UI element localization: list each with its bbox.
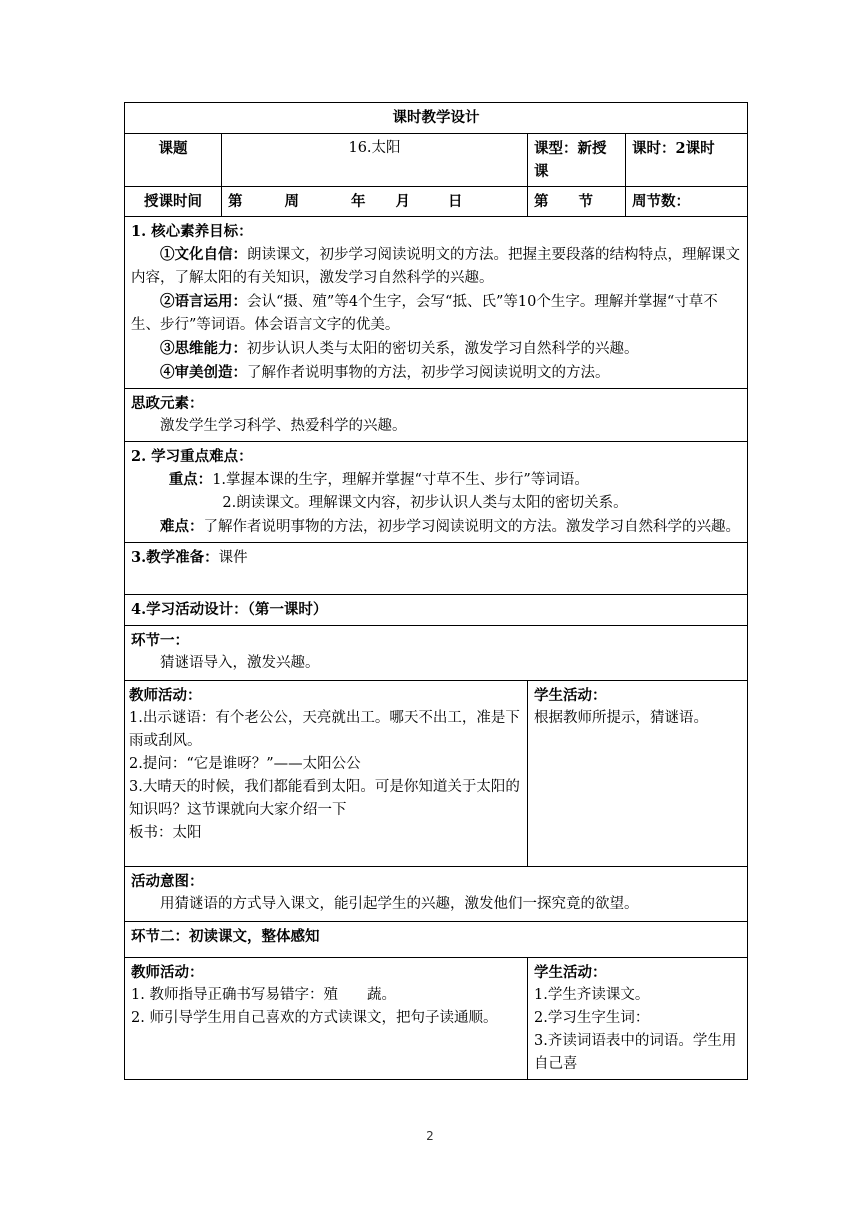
prep-label: 3.教学准备： <box>131 549 219 566</box>
topic-value: 16.太阳 <box>222 134 528 187</box>
intent-heading: 活动意图： <box>131 873 204 890</box>
key-point-1 <box>131 468 741 492</box>
stage2-student <box>528 958 748 1080</box>
goal-label: ④审美创造： <box>160 364 247 381</box>
stage1-section <box>125 626 748 681</box>
goal-text: 朗读课文，初步学习阅读说明文的方法。把握主要段落的结构特点，理解课文内容，了解太阳的有关知识，激发学习自然科学的兴趣。 <box>131 247 740 286</box>
student-line: 3.齐读词语表中的词语。学生用自己喜 <box>534 1033 737 1072</box>
teacher-line: 3.大晴天的时候，我们都能看到太阳。可是你知道关于太阳的知识吗？这节课就向大家介绍一下 <box>129 779 520 818</box>
student-line: 2.学习生字生词： <box>534 1010 650 1026</box>
stage2-heading: 环节二：初读课文，整体感知 <box>125 922 748 958</box>
day-label: 日 <box>448 193 463 210</box>
key-point-2: 2.朗读课文。理解课文内容，初步认识人类与太阳的密切关系。 <box>222 495 628 511</box>
student-line: 1.学生齐读课文。 <box>534 987 650 1003</box>
difficult-point <box>131 515 741 539</box>
week-prefix: 第 <box>228 193 243 210</box>
teacher-heading: 教师活动： <box>129 687 202 704</box>
prep-value: 课件 <box>218 550 248 566</box>
key-label: 重点： <box>168 471 213 488</box>
core-goals-heading: 1. 核心素养目标： <box>131 223 253 240</box>
stage1-student <box>528 681 748 867</box>
section-prefix: 第 <box>534 193 549 210</box>
time-fields <box>222 187 528 217</box>
ideology-heading: 思政元素： <box>131 395 204 412</box>
goal-text: 初步认识人类与太阳的密切关系，激发学习自然科学的兴趣。 <box>247 341 639 357</box>
intent-text: 用猜谜语的方式导入课文，能引起学生的兴趣，激发他们一探究竟的欲望。 <box>160 896 639 912</box>
table-title: 课时教学设计 <box>125 103 748 134</box>
goal-item <box>131 290 741 337</box>
lesson-plan-table <box>124 102 748 1080</box>
weekly-count: 周节数： <box>626 187 748 217</box>
lesson-plan <box>124 102 747 1080</box>
key-points-heading: 2. 学习重点难点： <box>131 448 253 465</box>
teacher-heading: 教师活动： <box>131 964 204 981</box>
stage1-heading: 环节一： <box>131 632 189 649</box>
difficult-text: 了解作者说明事物的方法，初步学习阅读说明文的方法。激发学习自然科学的兴趣。 <box>203 519 740 535</box>
teacher-line: 2. 师引导学生用自己喜欢的方式读课文，把句子读通顺。 <box>131 1010 498 1026</box>
section-suffix: 节 <box>578 193 593 210</box>
teacher-line: 2.提问：“它是谁呀？”——太阳公公 <box>129 756 361 772</box>
stage2-teacher <box>125 958 528 1080</box>
lesson-hours: 课时：2课时 <box>626 134 748 187</box>
year-label: 年 <box>351 193 366 210</box>
key-point-text: 1.掌握本课的生字，理解并掌握“寸草不生、步行”等词语。 <box>212 472 589 488</box>
goal-item <box>131 337 741 361</box>
month-label: 月 <box>395 193 410 210</box>
student-heading: 学生活动： <box>534 687 607 704</box>
time-label: 授课时间 <box>125 187 222 217</box>
goal-label: ①文化自信： <box>160 246 247 263</box>
prep-section <box>125 543 748 595</box>
section-fields <box>528 187 626 217</box>
stage1-text: 猜谜语导入，激发兴趣。 <box>160 655 320 671</box>
goal-text: 了解作者说明事物的方法，初步学习阅读说明文的方法。 <box>247 365 610 381</box>
goal-item <box>131 361 741 385</box>
student-heading: 学生活动： <box>534 964 607 981</box>
teacher-line: 板书：太阳 <box>129 825 202 841</box>
activity-design-heading: 4.学习活动设计：（第一课时） <box>125 595 748 626</box>
core-goals <box>125 217 748 389</box>
student-text: 根据教师所提示，猜谜语。 <box>534 710 708 726</box>
goal-text: 会认“摄、殖”等4个生字，会写“抵、氏”等10个生字。理解并掌握“寸草不生、步行”等词语。体会语言文字的优美。 <box>131 294 718 333</box>
goal-item <box>131 243 741 290</box>
lesson-type: 课型：新授课 <box>528 134 626 187</box>
stage1-teacher <box>125 681 528 867</box>
goal-label: ③思维能力： <box>160 340 247 357</box>
teacher-line: 1. 教师指导正确书写易错字：殖 蔬。 <box>131 987 396 1003</box>
goal-label: ②语言运用： <box>160 293 247 310</box>
week-suffix: 周 <box>284 193 299 210</box>
stage1-intent <box>125 867 748 922</box>
page-number: 2 <box>426 1129 434 1143</box>
teacher-line: 1.出示谜语：有个老公公，天亮就出工。哪天不出工，准是下雨或刮风。 <box>129 710 520 749</box>
ideology-section <box>125 389 748 442</box>
topic-label: 课题 <box>125 134 222 187</box>
ideology-text: 激发学生学习科学、热爱科学的兴趣。 <box>160 418 407 434</box>
difficult-label: 难点： <box>160 518 204 535</box>
key-points-section <box>125 442 748 543</box>
